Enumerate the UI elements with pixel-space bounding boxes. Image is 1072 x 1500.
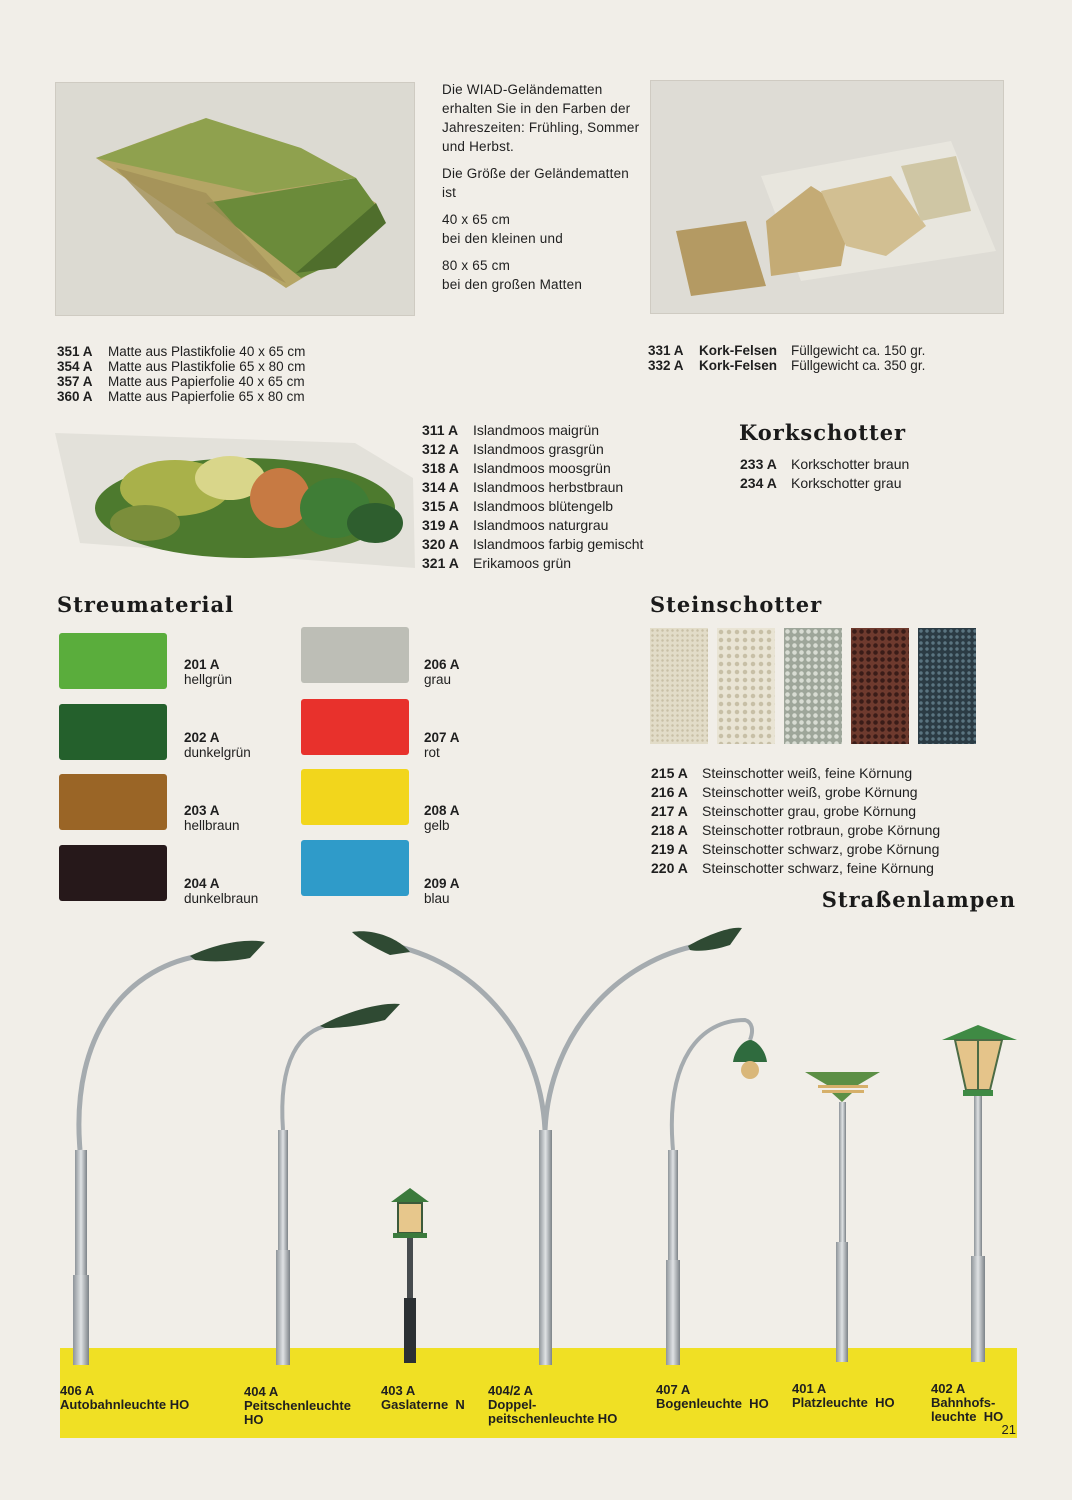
moss-list bbox=[422, 421, 643, 573]
small-note: bei den kleinen und bbox=[442, 231, 563, 246]
lamp-label-402: 402 A Bahnhofs- leuchte HO bbox=[931, 1381, 1004, 1424]
street-lamps-illustration bbox=[0, 920, 1072, 1370]
list-item: 218 A Steinschotter rotbraun, grobe Körnung bbox=[651, 822, 941, 838]
intro-paragraph-1: Die WIAD-Geländematten erhalten Sie in den Farben der Jahreszeiten: Frühling, Sommer und Herbst. bbox=[442, 82, 640, 154]
list-item: 312 A Islandmoos grasgrün bbox=[422, 441, 604, 457]
lamp-label-406: 406 A Autobahnleuchte HO bbox=[60, 1383, 190, 1412]
steinschotter-list bbox=[651, 764, 940, 878]
page-number: 21 bbox=[1001, 1422, 1016, 1437]
cork-rocks-photo bbox=[650, 80, 1004, 314]
list-item: 351 A Matte aus Plastikfolie 40 x 65 cm bbox=[57, 344, 306, 359]
swatch-label: 201 A hellgrün bbox=[184, 657, 233, 687]
swatch-label: 207 A rot bbox=[424, 730, 460, 760]
list-item: 217 A Steinschotter grau, grobe Körnung bbox=[651, 803, 917, 819]
lamp-401-platz bbox=[805, 1072, 880, 1362]
swatch-201 bbox=[59, 633, 167, 689]
large-size: 80 x 65 cm bbox=[442, 258, 511, 273]
streumaterial-heading: Streumaterial bbox=[57, 592, 235, 617]
stone-swatch-redbrown-coarse bbox=[851, 628, 909, 744]
mat-list bbox=[57, 344, 305, 404]
large-note: bei den großen Matten bbox=[442, 277, 583, 292]
list-item: 219 A Steinschotter schwarz, grobe Körnung bbox=[651, 841, 940, 857]
list-item: 220 A Steinschotter schwarz, feine Körnung bbox=[651, 860, 934, 876]
list-item: 320 A Islandmoos farbig gemischt bbox=[422, 536, 644, 552]
list-item: 332 A Kork-Felsen Füllgewicht ca. 350 gr. bbox=[648, 358, 926, 373]
lamp-label-404-2: 404/2 A Doppel- peitschenleuchte HO bbox=[488, 1383, 618, 1426]
swatch-label: 206 A grau bbox=[424, 657, 460, 687]
swatch-207 bbox=[301, 699, 409, 755]
list-item: 357 A Matte aus Papierfolie 40 x 65 cm bbox=[57, 374, 305, 389]
small-size: 40 x 65 cm bbox=[442, 212, 511, 227]
strassenlampen-heading: Straßenlampen bbox=[821, 887, 1016, 912]
lamp-label-404: 404 A Peitschenleuchte HO bbox=[244, 1384, 351, 1427]
list-item: 234 A Korkschotter grau bbox=[740, 475, 902, 491]
lamp-404-peitschen bbox=[276, 1004, 400, 1365]
intro-text bbox=[442, 80, 642, 302]
list-item: 315 A Islandmoos blütengelb bbox=[422, 498, 614, 514]
lamp-406-autobahn bbox=[73, 941, 265, 1365]
lamp-402-bahnhof bbox=[942, 1025, 1017, 1362]
cork-rocks-list bbox=[648, 343, 925, 373]
lamp-label-403: 403 A Gaslaterne N bbox=[381, 1383, 465, 1412]
swatch-209 bbox=[301, 840, 409, 896]
steinschotter-heading: Steinschotter bbox=[650, 592, 823, 617]
swatch-label: 209 A blau bbox=[424, 876, 460, 906]
lamp-label-401: 401 A Platzleuchte HO bbox=[792, 1381, 895, 1410]
list-item: 311 A Islandmoos maigrün bbox=[422, 422, 600, 438]
list-item: 360 A Matte aus Papierfolie 65 x 80 cm bbox=[57, 389, 305, 404]
swatch-206 bbox=[301, 627, 409, 683]
stone-swatch-white-fine bbox=[650, 628, 708, 744]
swatch-label: 202 A dunkelgrün bbox=[184, 730, 251, 760]
list-item: 314 A Islandmoos herbstbraun bbox=[422, 479, 624, 495]
korkschotter-list bbox=[740, 455, 909, 493]
swatch-208 bbox=[301, 769, 409, 825]
stone-swatch-black-coarse bbox=[918, 628, 976, 744]
swatch-label: 203 A hellbraun bbox=[184, 803, 240, 833]
stone-swatch-grey-coarse bbox=[784, 628, 842, 744]
swatch-202 bbox=[59, 704, 167, 760]
list-item: 331 A Kork-Felsen Füllgewicht ca. 150 gr. bbox=[648, 343, 926, 358]
moss-bag-photo bbox=[55, 428, 417, 578]
swatch-203 bbox=[59, 774, 167, 830]
list-item: 354 A Matte aus Plastikfolie 65 x 80 cm bbox=[57, 359, 306, 374]
lamp-label-407: 407 A Bogenleuchte HO bbox=[656, 1382, 769, 1411]
stone-swatch-white-coarse bbox=[717, 628, 775, 744]
swatch-204 bbox=[59, 845, 167, 901]
list-item: 233 A Korkschotter braun bbox=[740, 456, 910, 472]
list-item: 215 A Steinschotter weiß, feine Körnung bbox=[651, 765, 913, 781]
list-item: 216 A Steinschotter weiß, grobe Körnung bbox=[651, 784, 918, 800]
lamp-407-bogen bbox=[666, 1020, 767, 1365]
terrain-mat-photo bbox=[55, 82, 415, 316]
korkschotter-heading: Korkschotter bbox=[739, 420, 907, 445]
list-item: 318 A Islandmoos moosgrün bbox=[422, 460, 611, 476]
list-item: 321 A Erikamoos grün bbox=[422, 555, 572, 571]
swatch-label: 208 A gelb bbox=[424, 803, 460, 833]
intro-paragraph-2: Die Größe der Geländematten ist bbox=[442, 166, 629, 200]
list-item: 319 A Islandmoos naturgrau bbox=[422, 517, 609, 533]
lamp-403-gaslaterne bbox=[391, 1188, 429, 1363]
swatch-label: 204 A dunkelbraun bbox=[184, 876, 259, 906]
